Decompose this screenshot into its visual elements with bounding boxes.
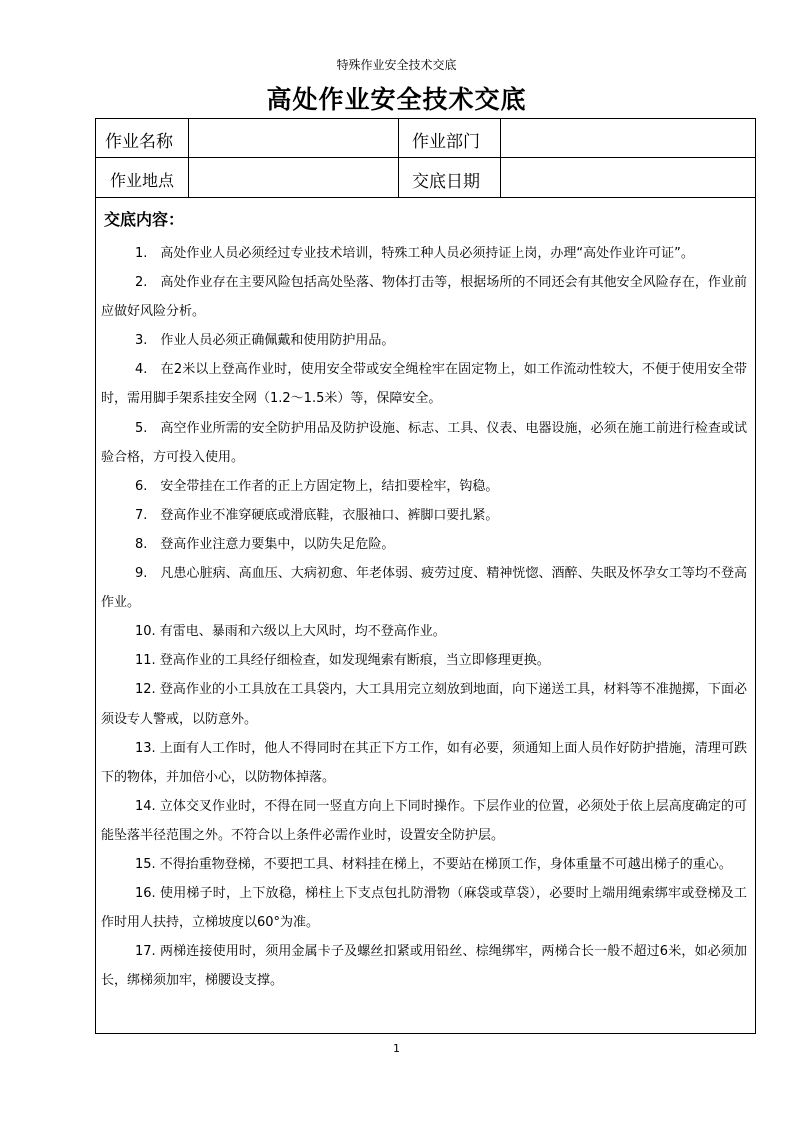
list-item: 10. 有雷电、暴雨和六级以上大风时，均不登高作业。 <box>135 624 446 640</box>
list-item: 17. 两梯连接使用时，须用金属卡子及螺丝扣紧或用铅丝、棕绳绑牢，两梯合长一般不超过6米，如必须加长，绑梯须加牢，梯腰设支撑。 <box>101 944 747 989</box>
section-title: 交底内容： <box>104 210 185 229</box>
column-divider <box>500 119 501 197</box>
list-item: 7. 登高作业不准穿硬底或滑底鞋，衣服袖口、裤脚口要扎紧。 <box>135 507 499 523</box>
column-divider <box>398 119 399 197</box>
list-item: 8. 登高作业注意力要集中，以防失足危险。 <box>135 536 395 552</box>
list-item: 16. 使用梯子时，上下放稳，梯柱上下支点包扎防滑物（麻袋或草袋），必要时上端用绳索绑牢或登梯及工作时用人扶持，立梯坡度以60°为准。 <box>101 886 747 931</box>
disclosure-items <box>101 239 747 995</box>
list-item: 9. 凡患心脏病、高血压、大病初愈、年老体弱、疲劳过度、精神恍惚、酒醉、失眠及怀孕女工等均不登高作业。 <box>101 566 747 611</box>
list-item: 4. 在2米以上登高作业时，使用安全带或安全绳栓牢在固定物上，如工作流动性较大，不便于使用安全带时，需用脚手架系挂安全网（1.2～1.5米）等，保障安全。 <box>101 362 747 407</box>
list-item: 13. 上面有人工作时，他人不得同时在其正下方工作，如有必要，须通知上面人员作好防护措施，清理可跌下的物体，并加倍小心，以防物体掉落。 <box>101 740 747 785</box>
list-item: 12. 登高作业的小工具放在工具袋内，大工具用完立刻放到地面，向下递送工具，材料等不准抛掷，下面必须设专人警戒，以防意外。 <box>101 682 747 727</box>
list-item: 1. 高处作业人员必须经过专业技术培训，特殊工种人员必须持证上岗，办理“高处作业许可证”。 <box>135 246 694 261</box>
list-item: 6. 安全带挂在工作者的正上方固定物上，结扣要栓牢，钩稳。 <box>135 478 499 494</box>
page-title: 高处作业安全技术交底 <box>266 85 527 114</box>
list-item: 11. 登高作业的工具经仔细检查，如发现绳索有断痕，当立即修理更换。 <box>135 653 550 669</box>
list-item: 2. 高处作业存在主要风险包括高处坠落、物体打击等，根据场所的不同还会有其他安全风险存在，作业前应做好风险分析。 <box>101 275 747 320</box>
list-item: 3. 作业人员必须正确佩戴和使用防护用品。 <box>135 333 395 349</box>
column-divider <box>188 119 189 197</box>
row-divider <box>96 157 755 158</box>
work-name-label: 作业名称 <box>105 132 173 152</box>
row-divider <box>96 197 755 198</box>
date-label: 交底日期 <box>412 172 480 192</box>
list-item: 15. 不得抬重物登梯，不要把工具、材料挂在梯上，不要站在梯顶工作，身体重量不可越出梯子的重心。 <box>135 856 732 872</box>
department-label: 作业部门 <box>412 132 480 152</box>
location-label: 作业地点 <box>110 171 175 190</box>
page-number: 1 <box>393 1042 400 1055</box>
list-item: 14. 立体交叉作业时，不得在同一竖直方向上下同时操作。下层作业的位置，必须处于依上层高度确定的可能坠落半径范围之外。不符合以上条件必需作业时，设置安全防护层。 <box>101 798 747 843</box>
disclosure-form <box>95 118 756 1034</box>
list-item: 5. 高空作业所需的安全防护用品及防护设施、标志、工具、仪表、电器设施，必须在施工前进行检查或试验合格，方可投入使用。 <box>101 420 747 465</box>
running-header: 特殊作业安全技术交底 <box>336 58 457 72</box>
